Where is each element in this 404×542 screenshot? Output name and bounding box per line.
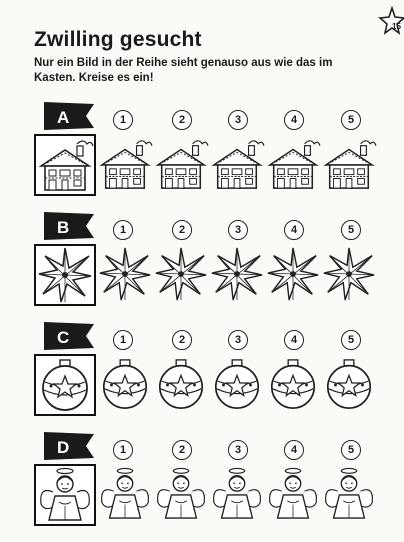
option-number[interactable]: 5 (341, 110, 361, 130)
option-number[interactable]: 2 (172, 220, 192, 240)
option-number[interactable]: 2 (172, 440, 192, 460)
section-letter: B (57, 218, 70, 237)
option-number[interactable]: 1 (113, 330, 133, 350)
section-letter: D (57, 438, 70, 457)
instruction-text: Nur ein Bild in der Reihe sieht genauso aus wie das im Kasten. Kreise es ein! (34, 57, 333, 84)
option-ornament-icon[interactable] (322, 356, 376, 412)
option-star-icon[interactable] (98, 246, 152, 302)
option-number[interactable]: 1 (113, 110, 133, 130)
option-number[interactable]: 1 (113, 440, 133, 460)
flag-icon (44, 432, 94, 460)
option-number[interactable]: 3 (228, 220, 248, 240)
option-ornament-icon[interactable] (210, 356, 264, 412)
section-letter: A (57, 108, 70, 127)
option-angel-icon[interactable] (154, 466, 208, 522)
page-number: 15 (392, 22, 401, 31)
option-number[interactable]: 5 (341, 440, 361, 460)
flag-icon (44, 102, 94, 130)
option-house-icon[interactable] (154, 136, 208, 192)
option-angel-icon[interactable] (266, 466, 320, 522)
reference-house-icon (34, 134, 96, 196)
option-star-icon[interactable] (266, 246, 320, 302)
option-number[interactable]: 3 (228, 110, 248, 130)
option-star-icon[interactable] (322, 246, 376, 302)
option-house-icon[interactable] (322, 136, 376, 192)
option-ornament-icon[interactable] (266, 356, 320, 412)
option-number[interactable]: 5 (341, 330, 361, 350)
option-number[interactable]: 4 (284, 110, 304, 130)
page-number-star-icon (378, 6, 404, 36)
option-number[interactable]: 4 (284, 330, 304, 350)
option-number[interactable]: 4 (284, 220, 304, 240)
option-angel-icon[interactable] (322, 466, 376, 522)
reference-angel-icon (34, 464, 96, 526)
flag-icon (44, 212, 94, 240)
option-house-icon[interactable] (210, 136, 264, 192)
reference-star-icon (34, 244, 96, 306)
option-star-icon[interactable] (154, 246, 208, 302)
option-number[interactable]: 2 (172, 110, 192, 130)
option-number[interactable]: 1 (113, 220, 133, 240)
option-number[interactable]: 4 (284, 440, 304, 460)
option-angel-icon[interactable] (98, 466, 152, 522)
flag-icon (44, 322, 94, 350)
option-number[interactable]: 5 (341, 220, 361, 240)
option-ornament-icon[interactable] (98, 356, 152, 412)
option-house-icon[interactable] (98, 136, 152, 192)
option-number[interactable]: 3 (228, 330, 248, 350)
option-star-icon[interactable] (210, 246, 264, 302)
option-ornament-icon[interactable] (154, 356, 208, 412)
option-number[interactable]: 3 (228, 440, 248, 460)
option-angel-icon[interactable] (210, 466, 264, 522)
option-number[interactable]: 2 (172, 330, 192, 350)
page-title: Zwilling gesucht (34, 28, 202, 51)
reference-ornament-icon (34, 354, 96, 416)
option-house-icon[interactable] (266, 136, 320, 192)
section-letter: C (57, 328, 70, 347)
